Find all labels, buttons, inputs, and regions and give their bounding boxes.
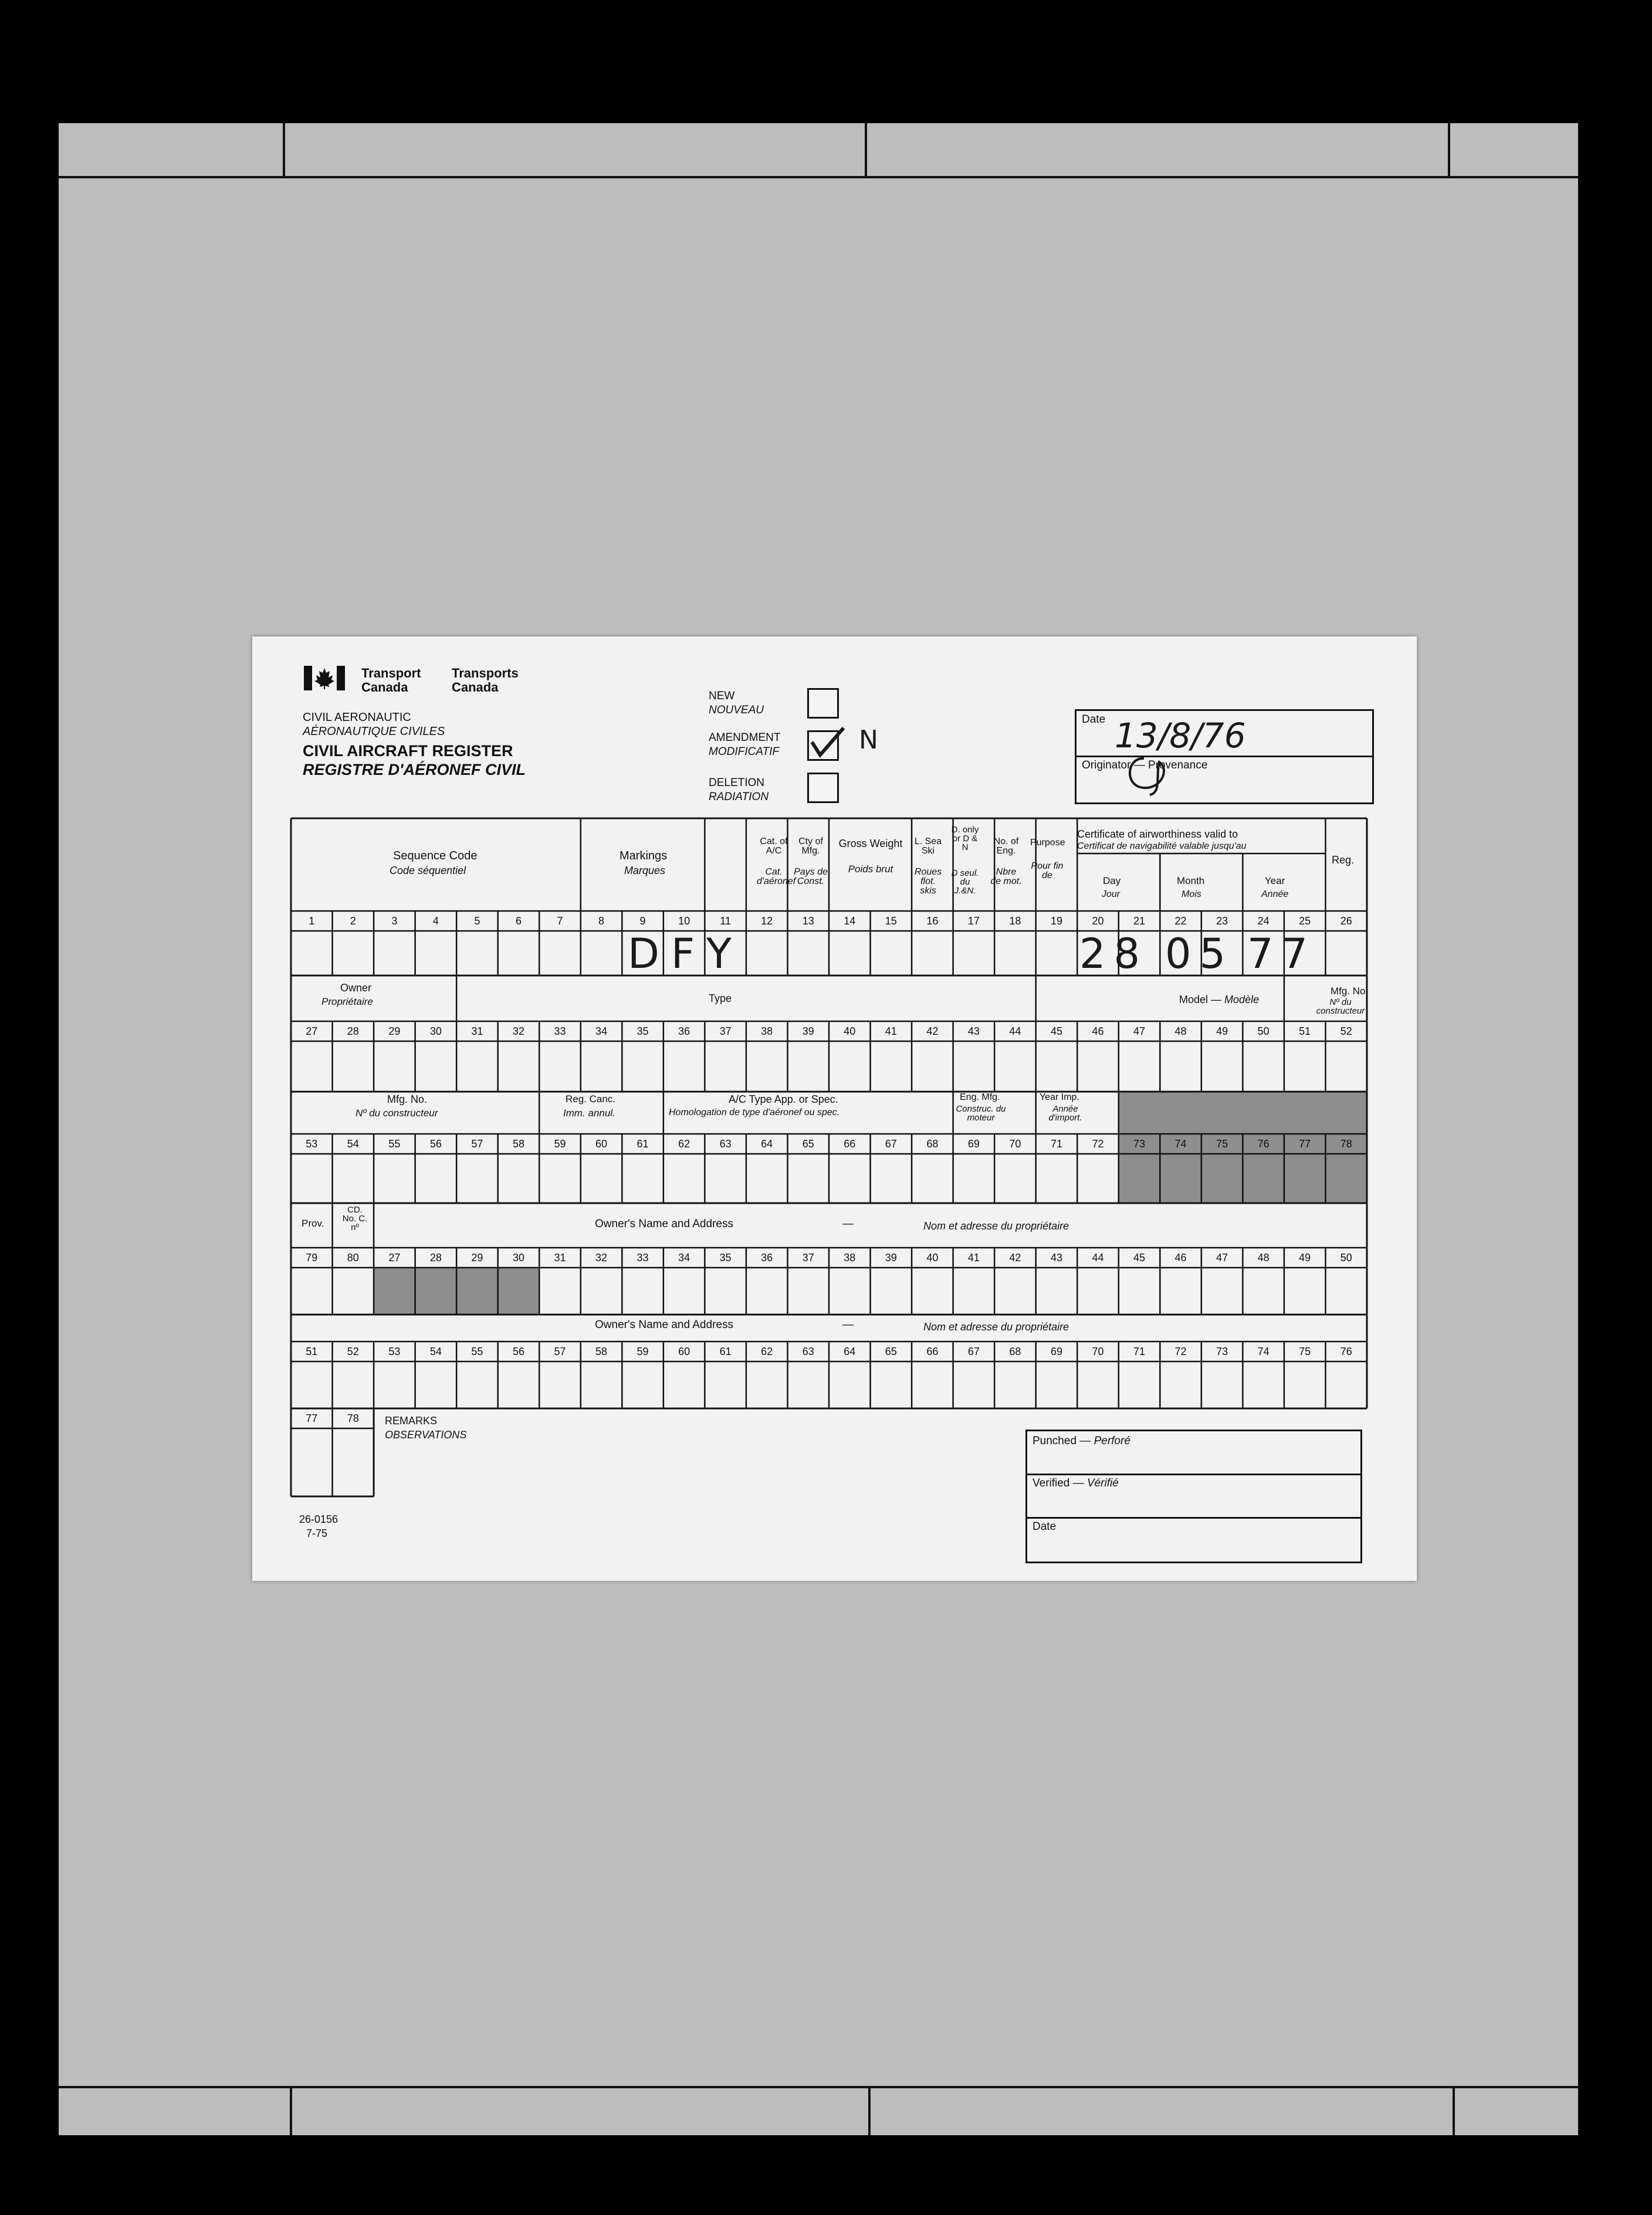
cert-month-en: Month — [1177, 875, 1205, 886]
mfg-no-2-header-en: Mfg. No. — [387, 1093, 428, 1105]
date-label: Date — [1082, 713, 1106, 726]
seq-code-header-en: Sequence Code — [393, 849, 478, 862]
owner-name-header-en: Owner's Name and Address — [595, 1218, 733, 1230]
reg-header: Reg. — [1332, 854, 1355, 866]
column-number: 26 — [1340, 915, 1352, 927]
new-label-en: NEW — [709, 690, 735, 702]
column-number: 40 — [844, 1025, 856, 1037]
owner-name-header-fr: Nom et adresse du propriétaire — [923, 1220, 1069, 1232]
year-imp-header-fr — [1036, 1105, 1095, 1122]
dept-fr-line2: Canada — [452, 680, 499, 695]
column-number: 43 — [967, 1025, 980, 1037]
branch-en: CIVIL AERONAUTIC — [303, 711, 411, 724]
column-number: 20 — [1092, 915, 1104, 927]
column-number: 42 — [1009, 1252, 1021, 1264]
type-approval-header-en: A/C Type App. or Spec. — [729, 1093, 838, 1105]
deletion-label-en: DELETION — [709, 777, 765, 789]
column-number: 75 — [1216, 1138, 1228, 1150]
cd-no-header — [340, 1205, 370, 1232]
mount-bottom-divider-3 — [1453, 2086, 1455, 2135]
column-number: 73 — [1216, 1346, 1228, 1357]
remarks-label-fr: OBSERVATIONS — [385, 1429, 467, 1441]
column-number: 4 — [432, 915, 439, 927]
column-number: 1 — [309, 915, 315, 927]
column-number: 73 — [1133, 1138, 1146, 1150]
column-number: 62 — [678, 1138, 690, 1150]
cty-header-fr-text: Pays de Const. — [794, 867, 828, 886]
column-number: 33 — [637, 1252, 649, 1264]
column-number: 57 — [554, 1346, 566, 1357]
column-number: 72 — [1174, 1346, 1187, 1357]
column-number: 59 — [637, 1346, 649, 1357]
landing-header-en — [912, 837, 945, 856]
column-number: 33 — [554, 1025, 566, 1037]
column-number: 29 — [471, 1252, 483, 1264]
punched-label — [1032, 1435, 1130, 1447]
column-number: 62 — [761, 1346, 773, 1357]
column-number: 12 — [761, 915, 773, 927]
office-use-box — [1025, 1430, 1362, 1563]
column-number: 61 — [719, 1346, 732, 1357]
purpose-header-en-text: Purpose — [1030, 838, 1065, 848]
mfg-no-header-fr — [1308, 998, 1373, 1015]
column-number: 35 — [719, 1252, 732, 1264]
column-number: 51 — [1299, 1025, 1311, 1037]
cert-year-en: Year — [1265, 875, 1285, 886]
cty-header-fr — [793, 868, 828, 886]
cty-header-en — [793, 837, 828, 856]
column-number: 32 — [512, 1025, 524, 1037]
column-number: 60 — [678, 1346, 690, 1357]
column-number: 40 — [926, 1252, 939, 1264]
column-number: 17 — [967, 915, 980, 927]
owner-name-2-header-fr: Nom et adresse du propriétaire — [923, 1321, 1069, 1333]
column-number: 54 — [347, 1138, 359, 1150]
reg-canc-header-fr: Imm. annul. — [563, 1108, 615, 1119]
markings-value[interactable]: DFY — [628, 930, 743, 978]
cert-header-fr: Certificat de navigabilité valable jusqu'au — [1077, 841, 1247, 851]
column-number: 75 — [1299, 1346, 1311, 1357]
branch-fr: AÉRONAUTIQUE CIVILES — [303, 725, 445, 738]
column-number: 31 — [471, 1025, 483, 1037]
column-number: 36 — [678, 1025, 690, 1037]
cd-no-header-text: CD. No. C. nº — [342, 1205, 368, 1232]
column-number: 27 — [388, 1252, 401, 1264]
column-number: 77 — [306, 1413, 318, 1424]
column-number: 27 — [306, 1025, 318, 1037]
column-number: 66 — [844, 1138, 856, 1150]
originator-label: Originator — Provenance — [1082, 759, 1208, 771]
column-number: 39 — [885, 1252, 897, 1264]
mount-top-border — [59, 176, 1578, 178]
date-value[interactable]: 13/8/76 — [1115, 716, 1246, 756]
dept-en-line1: Transport — [361, 666, 421, 680]
column-number: 69 — [1050, 1346, 1062, 1357]
column-number: 38 — [761, 1025, 773, 1037]
owner-name-dash: — — [842, 1218, 854, 1230]
remarks-label-en: REMARKS — [385, 1415, 438, 1427]
column-number: 10 — [678, 915, 690, 927]
column-number: 25 — [1299, 915, 1311, 927]
column-number: 80 — [347, 1252, 359, 1264]
cert-year-fr: Année — [1261, 889, 1289, 899]
column-number: 76 — [1257, 1138, 1270, 1150]
mount-top-divider-2 — [865, 123, 867, 178]
column-number: 44 — [1092, 1252, 1104, 1264]
column-number: 37 — [719, 1025, 732, 1037]
column-number: 70 — [1009, 1138, 1021, 1150]
column-number: 31 — [554, 1252, 566, 1264]
cert-month-fr: Mois — [1182, 889, 1201, 899]
cert-day-value[interactable]: 28 — [1079, 930, 1149, 978]
day-night-header-en — [950, 825, 980, 852]
eng-mfg-header-en: Eng. Mfg. — [960, 1092, 1000, 1102]
column-number: 52 — [1340, 1025, 1352, 1037]
column-number: 2 — [350, 915, 356, 927]
column-number: 8 — [598, 915, 605, 927]
column-number: 76 — [1340, 1346, 1352, 1357]
dept-fr-line1: Transports — [452, 666, 519, 680]
column-number: 55 — [471, 1346, 483, 1357]
day-night-header-en-text: D. only or D & N — [951, 825, 979, 852]
gross-weight-header-fr — [839, 864, 902, 874]
column-number: 53 — [388, 1346, 401, 1357]
column-number: 34 — [595, 1025, 608, 1037]
deletion-label-fr: RADIATION — [709, 791, 769, 803]
amendment-label-en: AMENDMENT — [709, 731, 781, 744]
cert-day-fr: Jour — [1102, 889, 1120, 899]
column-number: 32 — [595, 1252, 608, 1264]
aircraft-register-card — [252, 636, 1417, 1581]
column-number: 72 — [1092, 1138, 1104, 1150]
column-number: 56 — [512, 1346, 524, 1357]
column-number: 71 — [1133, 1346, 1146, 1357]
column-number: 15 — [885, 915, 897, 927]
column-number: 39 — [802, 1025, 814, 1037]
amendment-label-fr: MODIFICATIF — [709, 746, 779, 758]
mount-top-divider-1 — [283, 123, 285, 178]
cty-header-en-text: Cty of Mfg. — [798, 836, 823, 856]
column-number: 49 — [1216, 1025, 1228, 1037]
owner-header-fr: Propriétaire — [321, 996, 373, 1007]
model-header-en: Model — Modèle — [1179, 994, 1260, 1005]
form-date: 7-75 — [306, 1528, 328, 1539]
year-imp-header-en: Year Imp. — [1040, 1092, 1079, 1102]
model-header-fr-text: Modèle — [1224, 994, 1260, 1005]
column-number: 38 — [844, 1252, 856, 1264]
column-number: 48 — [1174, 1025, 1187, 1037]
column-number: 61 — [637, 1138, 649, 1150]
column-number: 66 — [926, 1346, 939, 1357]
punched-label-fr: Perforé — [1094, 1435, 1130, 1447]
column-number: 30 — [512, 1252, 524, 1264]
mount-bottom-border — [59, 2086, 1578, 2088]
mfg-no-2-header-fr: Nº du constructeur — [356, 1108, 438, 1119]
column-number: 64 — [844, 1346, 856, 1357]
column-number: 65 — [885, 1346, 897, 1357]
column-number: 28 — [347, 1025, 359, 1037]
gross-weight-header-en-text: Gross Weight — [838, 838, 903, 849]
column-number: 5 — [474, 915, 480, 927]
column-number: 34 — [678, 1252, 690, 1264]
column-number: 11 — [720, 915, 731, 927]
column-number: 74 — [1174, 1138, 1187, 1150]
owner-header-en: Owner — [340, 982, 372, 994]
column-number: 14 — [844, 915, 856, 927]
column-number: 45 — [1050, 1025, 1062, 1037]
column-number: 55 — [388, 1138, 401, 1150]
column-number: 3 — [391, 915, 398, 927]
form-title-fr: REGISTRE D'AÉRONEF CIVIL — [303, 761, 526, 778]
column-number: 46 — [1174, 1252, 1187, 1264]
mfg-no-header-en: Mfg. No. — [1331, 985, 1369, 997]
column-number: 35 — [637, 1025, 649, 1037]
owner-name-2-dash: — — [842, 1319, 854, 1331]
column-number: 50 — [1340, 1252, 1352, 1264]
column-number: 19 — [1050, 915, 1062, 927]
type-header: Type — [709, 993, 732, 1004]
column-number: 18 — [1009, 915, 1021, 927]
column-number: 29 — [388, 1025, 401, 1037]
column-number: 23 — [1216, 915, 1228, 927]
column-number: 50 — [1257, 1025, 1270, 1037]
column-number: 36 — [761, 1252, 773, 1264]
column-number: 47 — [1133, 1025, 1146, 1037]
verified-label-fr: Vérifié — [1086, 1477, 1119, 1489]
column-number: 60 — [595, 1138, 608, 1150]
column-number: 68 — [1009, 1346, 1021, 1357]
column-number: 48 — [1257, 1252, 1270, 1264]
column-number: 37 — [802, 1252, 814, 1264]
column-number: 78 — [347, 1413, 359, 1424]
engines-header-en-text: No. of Eng. — [993, 836, 1019, 856]
engines-header-fr-text: Nbre de mot. — [990, 867, 1022, 886]
reg-canc-header-en: Reg. Canc. — [566, 1093, 616, 1105]
seq-code-header-fr: Code séquentiel — [390, 865, 466, 876]
mfg-no-header-fr-text: Nº du constructeur — [1316, 997, 1365, 1016]
column-number: 47 — [1216, 1252, 1228, 1264]
markings-header-fr: Marques — [624, 865, 666, 876]
column-number: 44 — [1009, 1025, 1021, 1037]
eng-mfg-header-fr-text: Construc. du moteur — [956, 1104, 1006, 1123]
amendment-note: N — [859, 725, 878, 755]
column-number: 77 — [1299, 1138, 1311, 1150]
engines-header-en — [990, 837, 1022, 856]
office-date-label: Date — [1032, 1520, 1057, 1533]
column-number: 22 — [1174, 915, 1187, 927]
column-number: 52 — [347, 1346, 359, 1357]
cert-month-value[interactable]: 05 — [1165, 930, 1234, 978]
cert-header-en: Certificate of airworthiness valid to — [1077, 828, 1238, 840]
day-night-header-fr-text: D seul. du J.&N. — [951, 868, 979, 896]
mount-top-divider-3 — [1448, 123, 1450, 178]
column-number: 41 — [967, 1252, 980, 1264]
owner-name-2-header-en: Owner's Name and Address — [595, 1319, 733, 1331]
column-number: 43 — [1050, 1252, 1062, 1264]
cat-header-fr — [757, 867, 796, 886]
column-number: 58 — [512, 1138, 524, 1150]
column-number: 64 — [761, 1138, 773, 1150]
verified-label — [1032, 1478, 1119, 1489]
mount-bottom-divider-2 — [868, 2086, 871, 2135]
column-number: 70 — [1092, 1346, 1104, 1357]
cat-header-en — [757, 837, 791, 856]
cert-year-value[interactable]: 77 — [1247, 930, 1316, 978]
column-number: 45 — [1133, 1252, 1146, 1264]
column-number: 24 — [1257, 915, 1270, 927]
purpose-header-fr — [1030, 862, 1064, 880]
model-header-en-text: Model — [1179, 994, 1208, 1005]
purpose-header-en — [1030, 838, 1064, 848]
column-number: 42 — [926, 1025, 939, 1037]
column-number: 7 — [557, 915, 563, 927]
gross-weight-header-fr-text: Poids brut — [848, 863, 893, 875]
column-number: 6 — [515, 915, 522, 927]
column-number: 59 — [554, 1138, 566, 1150]
column-number: 9 — [639, 915, 646, 927]
verified-label-en: Verified — — [1032, 1477, 1084, 1489]
eng-mfg-header-fr — [952, 1105, 1010, 1122]
form-number: 26-0156 — [299, 1513, 338, 1525]
cat-header-en-text: Cat. of A/C — [760, 836, 788, 856]
new-label-fr: NOUVEAU — [709, 704, 764, 716]
column-number: 67 — [885, 1138, 897, 1150]
form-title-en: CIVIL AIRCRAFT REGISTER — [303, 742, 513, 760]
dept-en-line2: Canada — [361, 680, 408, 695]
year-imp-header-fr-text: Année d'import. — [1048, 1104, 1082, 1123]
gross-weight-header-en — [833, 838, 908, 849]
column-number: 78 — [1340, 1138, 1352, 1150]
markings-header-en: Markings — [620, 849, 668, 862]
column-number: 53 — [306, 1138, 318, 1150]
landing-header-fr — [912, 868, 945, 896]
column-number: 56 — [429, 1138, 442, 1150]
column-number: 69 — [967, 1138, 980, 1150]
column-number: 65 — [802, 1138, 814, 1150]
prov-header: Prov. — [302, 1218, 324, 1229]
column-number: 63 — [719, 1138, 732, 1150]
mount-bottom-divider-1 — [290, 2086, 292, 2135]
column-number: 46 — [1092, 1025, 1104, 1037]
column-number: 30 — [429, 1025, 442, 1037]
column-number: 49 — [1299, 1252, 1311, 1264]
column-number: 54 — [429, 1346, 442, 1357]
column-number: 28 — [429, 1252, 442, 1264]
column-number: 58 — [595, 1346, 608, 1357]
column-number: 79 — [306, 1252, 318, 1264]
day-night-header-fr — [950, 869, 980, 895]
column-number: 51 — [306, 1346, 318, 1357]
landing-header-fr-text: Roues flot. skis — [914, 867, 942, 896]
type-approval-header-fr: Homologation de type d'aéronef ou spec. — [669, 1108, 840, 1117]
cert-day-en: Day — [1103, 875, 1121, 886]
landing-header-en-text: L. Sea Ski — [914, 836, 942, 856]
column-number: 67 — [967, 1346, 980, 1357]
column-number: 71 — [1050, 1138, 1062, 1150]
column-number: 21 — [1133, 915, 1146, 927]
column-number: 63 — [802, 1346, 814, 1357]
column-number: 41 — [885, 1025, 897, 1037]
column-number: 57 — [471, 1138, 483, 1150]
column-number: 68 — [926, 1138, 939, 1150]
column-number: 74 — [1257, 1346, 1270, 1357]
column-number: 13 — [802, 915, 814, 927]
purpose-header-fr-text: Pour fin de — [1031, 861, 1064, 880]
column-number: 16 — [926, 915, 939, 927]
cat-header-fr-text: Cat. d'aéronef — [757, 867, 796, 886]
punched-label-en: Punched — — [1032, 1435, 1091, 1447]
engines-header-fr — [990, 868, 1022, 886]
